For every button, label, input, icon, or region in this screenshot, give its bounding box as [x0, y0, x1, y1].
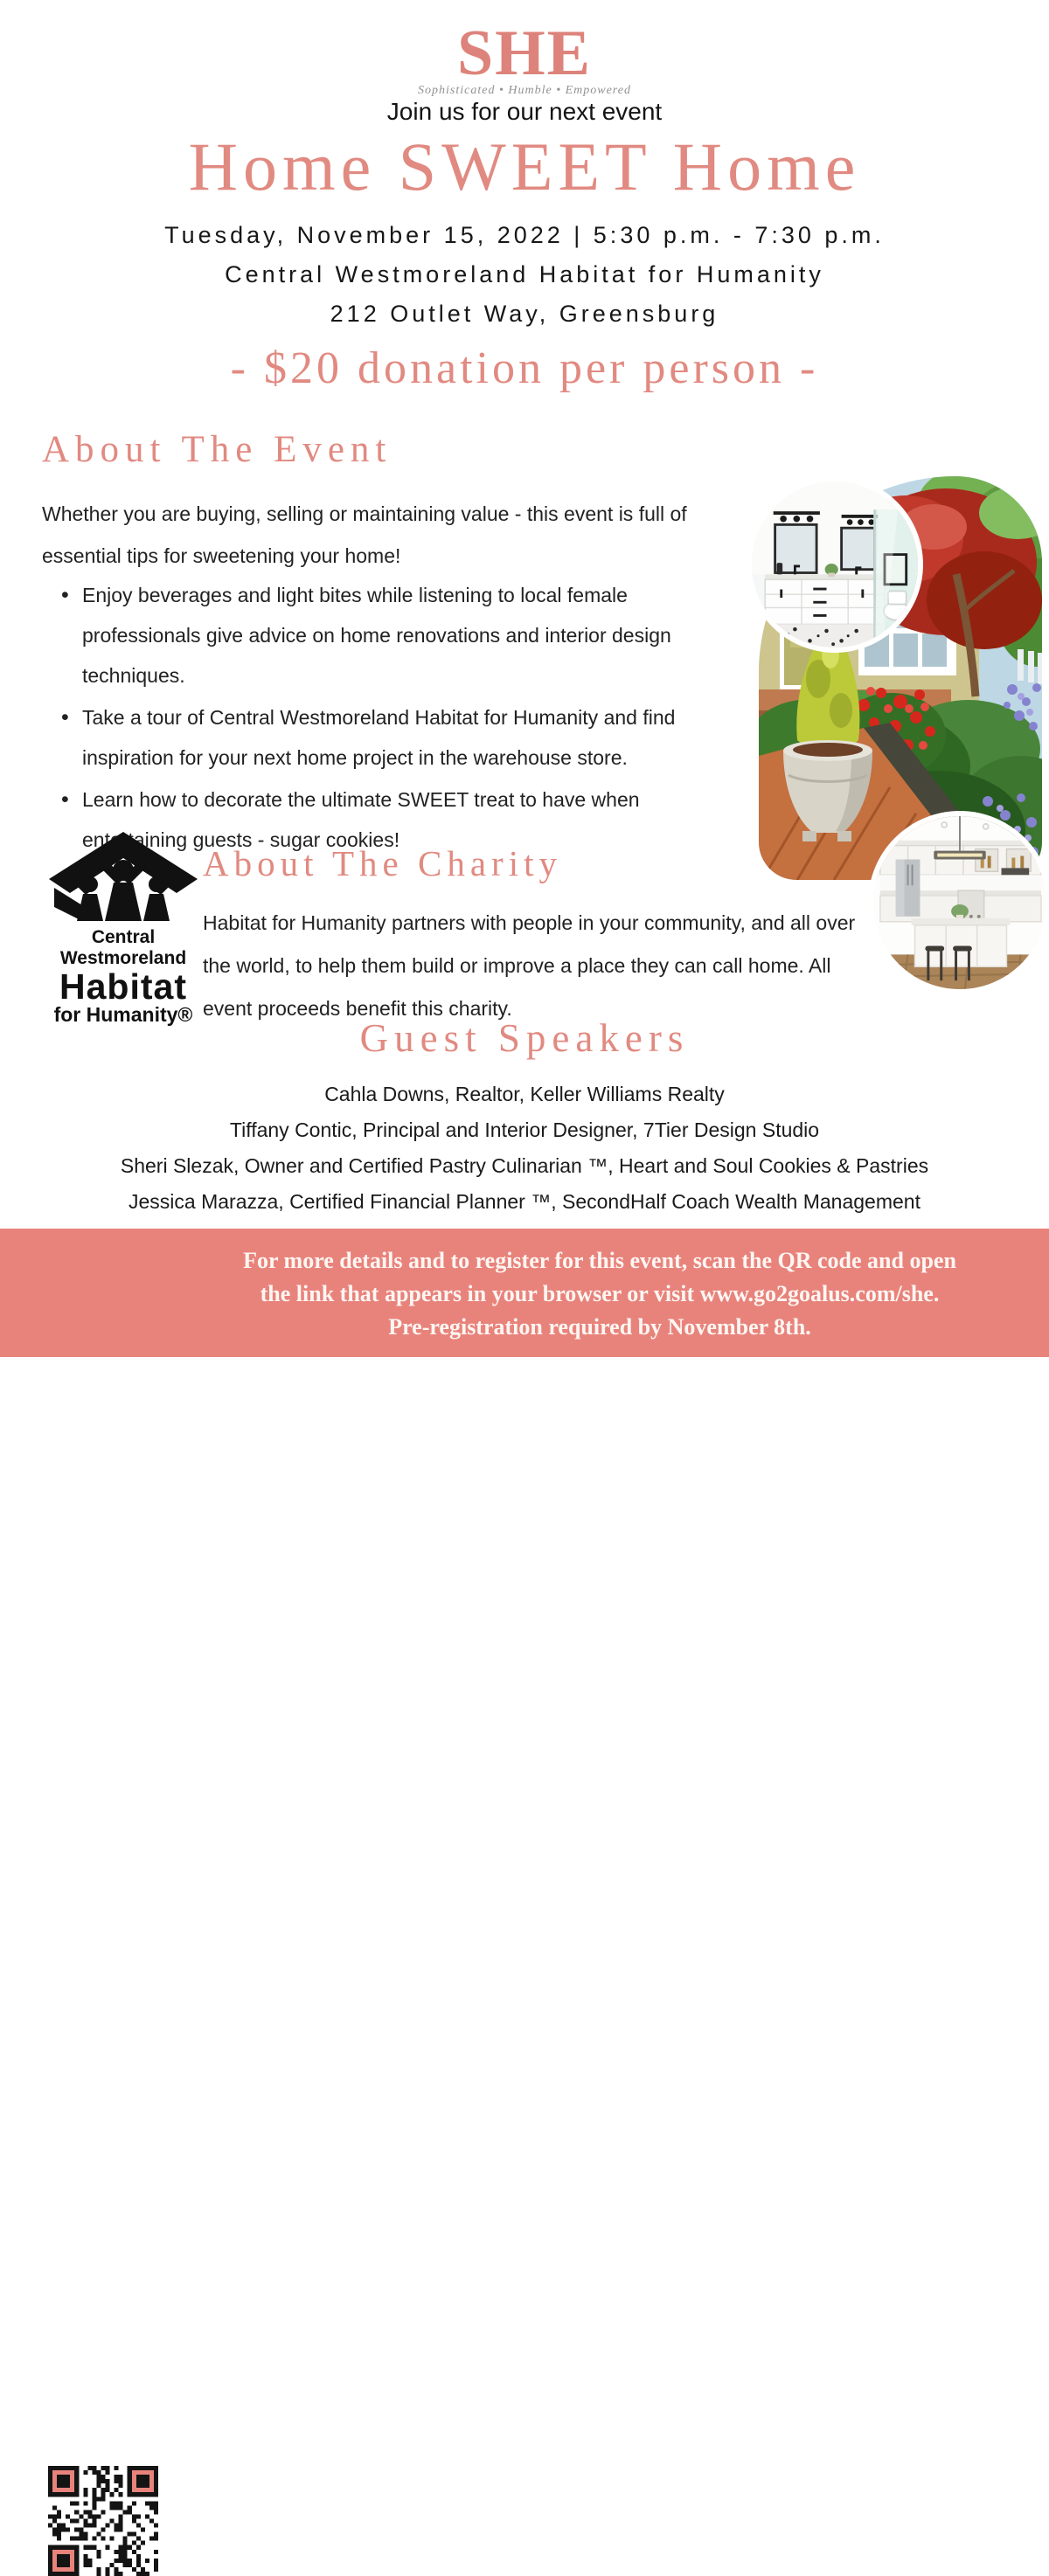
she-logo-tagline: Sophisticated • Humble • Empowered — [418, 84, 631, 97]
speaker-item: Cahla Downs, Realtor, Keller Williams Realty — [324, 1083, 725, 1105]
speaker-item: Tiffany Contic, Principal and Interior Designer, 7Tier Design Studio — [229, 1118, 820, 1141]
guest-speakers-heading: Guest Speakers — [359, 1016, 690, 1060]
she-logo: SHE — [456, 17, 593, 89]
bathroom-photo — [752, 481, 918, 647]
about-event-intro: Whether you are buying, selling or maintaining value - this event is full of essential tips for sweetening your home! — [42, 502, 687, 567]
registration-line: Pre-registration required by November 8th. — [388, 1314, 811, 1340]
event-address: 212 Outlet Way, Greensburg — [330, 301, 719, 327]
about-charity-text: Habitat for Humanity partners with people in your community, and all over the world, to help them build or improve a place they can call home. All event proceeds benefit this charity. — [203, 911, 856, 1020]
bathroom-illustration — [752, 481, 918, 647]
speaker-item: Jessica Marazza, Certified Financial Planner ™, SecondHalf Coach Wealth Management — [129, 1190, 920, 1213]
qr-code — [48, 2466, 158, 2576]
registration-line: For more details and to register for this event, scan the QR code and open — [243, 1248, 956, 1273]
kitchen-photo — [873, 816, 1046, 989]
bullet-item: • Take a tour of Central Westmoreland Habitat for Humanity and find inspiration for your next home project in the warehouse store. — [42, 697, 741, 778]
kitchen-illustration — [873, 816, 1046, 989]
habitat-house-icon — [44, 830, 203, 921]
habitat-logo-subname: for Humanity® — [53, 1003, 193, 1026]
bullet-item: • Enjoy beverages and light bites while listening to local female professionals give advice on home renovations and interior design techniques. — [42, 575, 741, 696]
registration-line: the link that appears in your browser or visit www.go2goalus.com/she. — [260, 1281, 940, 1306]
event-venue: Central Westmoreland Habitat for Humanity — [225, 261, 824, 287]
about-event-bullet-list — [42, 575, 741, 862]
habitat-logo-name: Habitat — [59, 966, 187, 1007]
habitat-logo-region: Central Westmoreland — [59, 927, 187, 968]
event-kicker: Join us for our next event — [386, 98, 663, 125]
about-charity-heading: About The Charity — [203, 843, 562, 883]
speaker-item: Sheri Slezak, Owner and Certified Pastry Culinarian ™, Heart and Soul Cookies & Pastries — [120, 1154, 929, 1177]
bullet-item: • Learn how to decorate the ultimate SWEET treat to have when entertaining guests - sugar cookies! — [42, 779, 741, 860]
event-price: - $20 donation per person - — [230, 343, 819, 393]
event-title: Home SWEET Home — [188, 128, 861, 204]
speaker-list — [0, 1077, 1049, 1220]
habitat-for-humanity-logo — [44, 830, 203, 1025]
event-datetime: Tuesday, November 15, 2022 | 5:30 p.m. - 7:30 p.m. — [164, 222, 885, 248]
registration-instructions — [171, 1244, 1028, 1344]
registration-banner — [0, 1229, 1049, 1357]
about-event-heading: About The Event — [42, 429, 393, 470]
